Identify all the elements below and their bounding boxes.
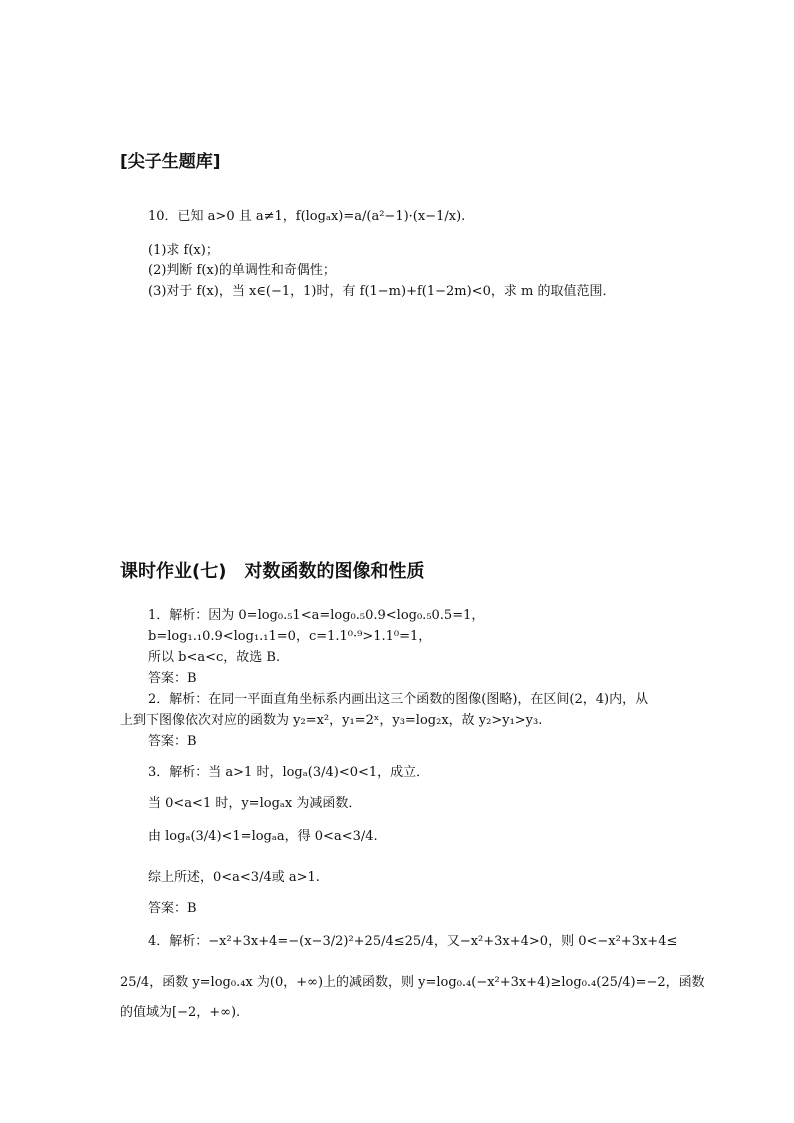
solution-line: 25/4，函数 y=log₀.₄x 为(0，+∞)上的减函数，则 y=log₀.₄(−x²+3x+4)≥log₀.₄(25/4)=−2，函数 (120, 975, 705, 990)
section-heading-top-students: [尖子生题库] (120, 152, 221, 172)
answer-line: 答案：B (148, 671, 197, 686)
solution-line: 1．解析：因为 0=log₀.₅1<a=log₀.₅0.9<log₀.₅0.5=1， (148, 608, 485, 623)
question-10-part-2: (2)判断 f(x)的单调性和奇偶性； (148, 263, 336, 278)
solution-line: 2．解析：在同一平面直角坐标系内画出这三个函数的图像(图略)，在区间(2，4)内，从 (148, 692, 649, 707)
question-10-part-3: (3)对于 f(x)，当 x∈(−1，1)时，有 f(1−m)+f(1−2m)<0，求 m 的取值范围． (148, 284, 616, 299)
solution-line: 所以 b<a<c，故选 B. (148, 650, 281, 665)
question-10-part-1: (1)求 f(x)； (148, 243, 219, 258)
solution-line: 上到下图像依次对应的函数为 y₂=x²，y₁=2ˣ，y₃=log₂x，故 y₂>y₁>y₃. (120, 713, 543, 728)
solution-line: 由 logₐ(3/4)<1=logₐa，得 0<a<3/4. (148, 829, 378, 844)
solution-line: 4．解析：−x²+3x+4=−(x−3/2)²+25/4≤25/4，又−x²+3x+4>0，则 0<−x²+3x+4≤ (148, 934, 678, 949)
solution-line: b=log₁.₁0.9<log₁.₁1=0，c=1.1⁰·⁹>1.1⁰=1， (148, 629, 432, 644)
question-10: 10．已知 a>0 且 a≠1，f(logₐx)=a/(a²−1)·(x−1/x). (148, 209, 466, 224)
answer-line: 答案：B (148, 734, 197, 749)
solution-line: 综上所述，0<a<3/4或 a>1. (148, 870, 320, 885)
solution-line: 的值域为[−2，+∞). (120, 1005, 241, 1020)
solution-line: 当 0<a<1 时，y=logₐx 为减函数． (148, 796, 362, 811)
solution-line: 3．解析：当 a>1 时，logₐ(3/4)<0<1，成立． (148, 765, 430, 780)
section-heading-homework-7: 课时作业(七) 对数函数的图像和性质 (120, 561, 425, 582)
answer-line: 答案：B (148, 901, 197, 916)
